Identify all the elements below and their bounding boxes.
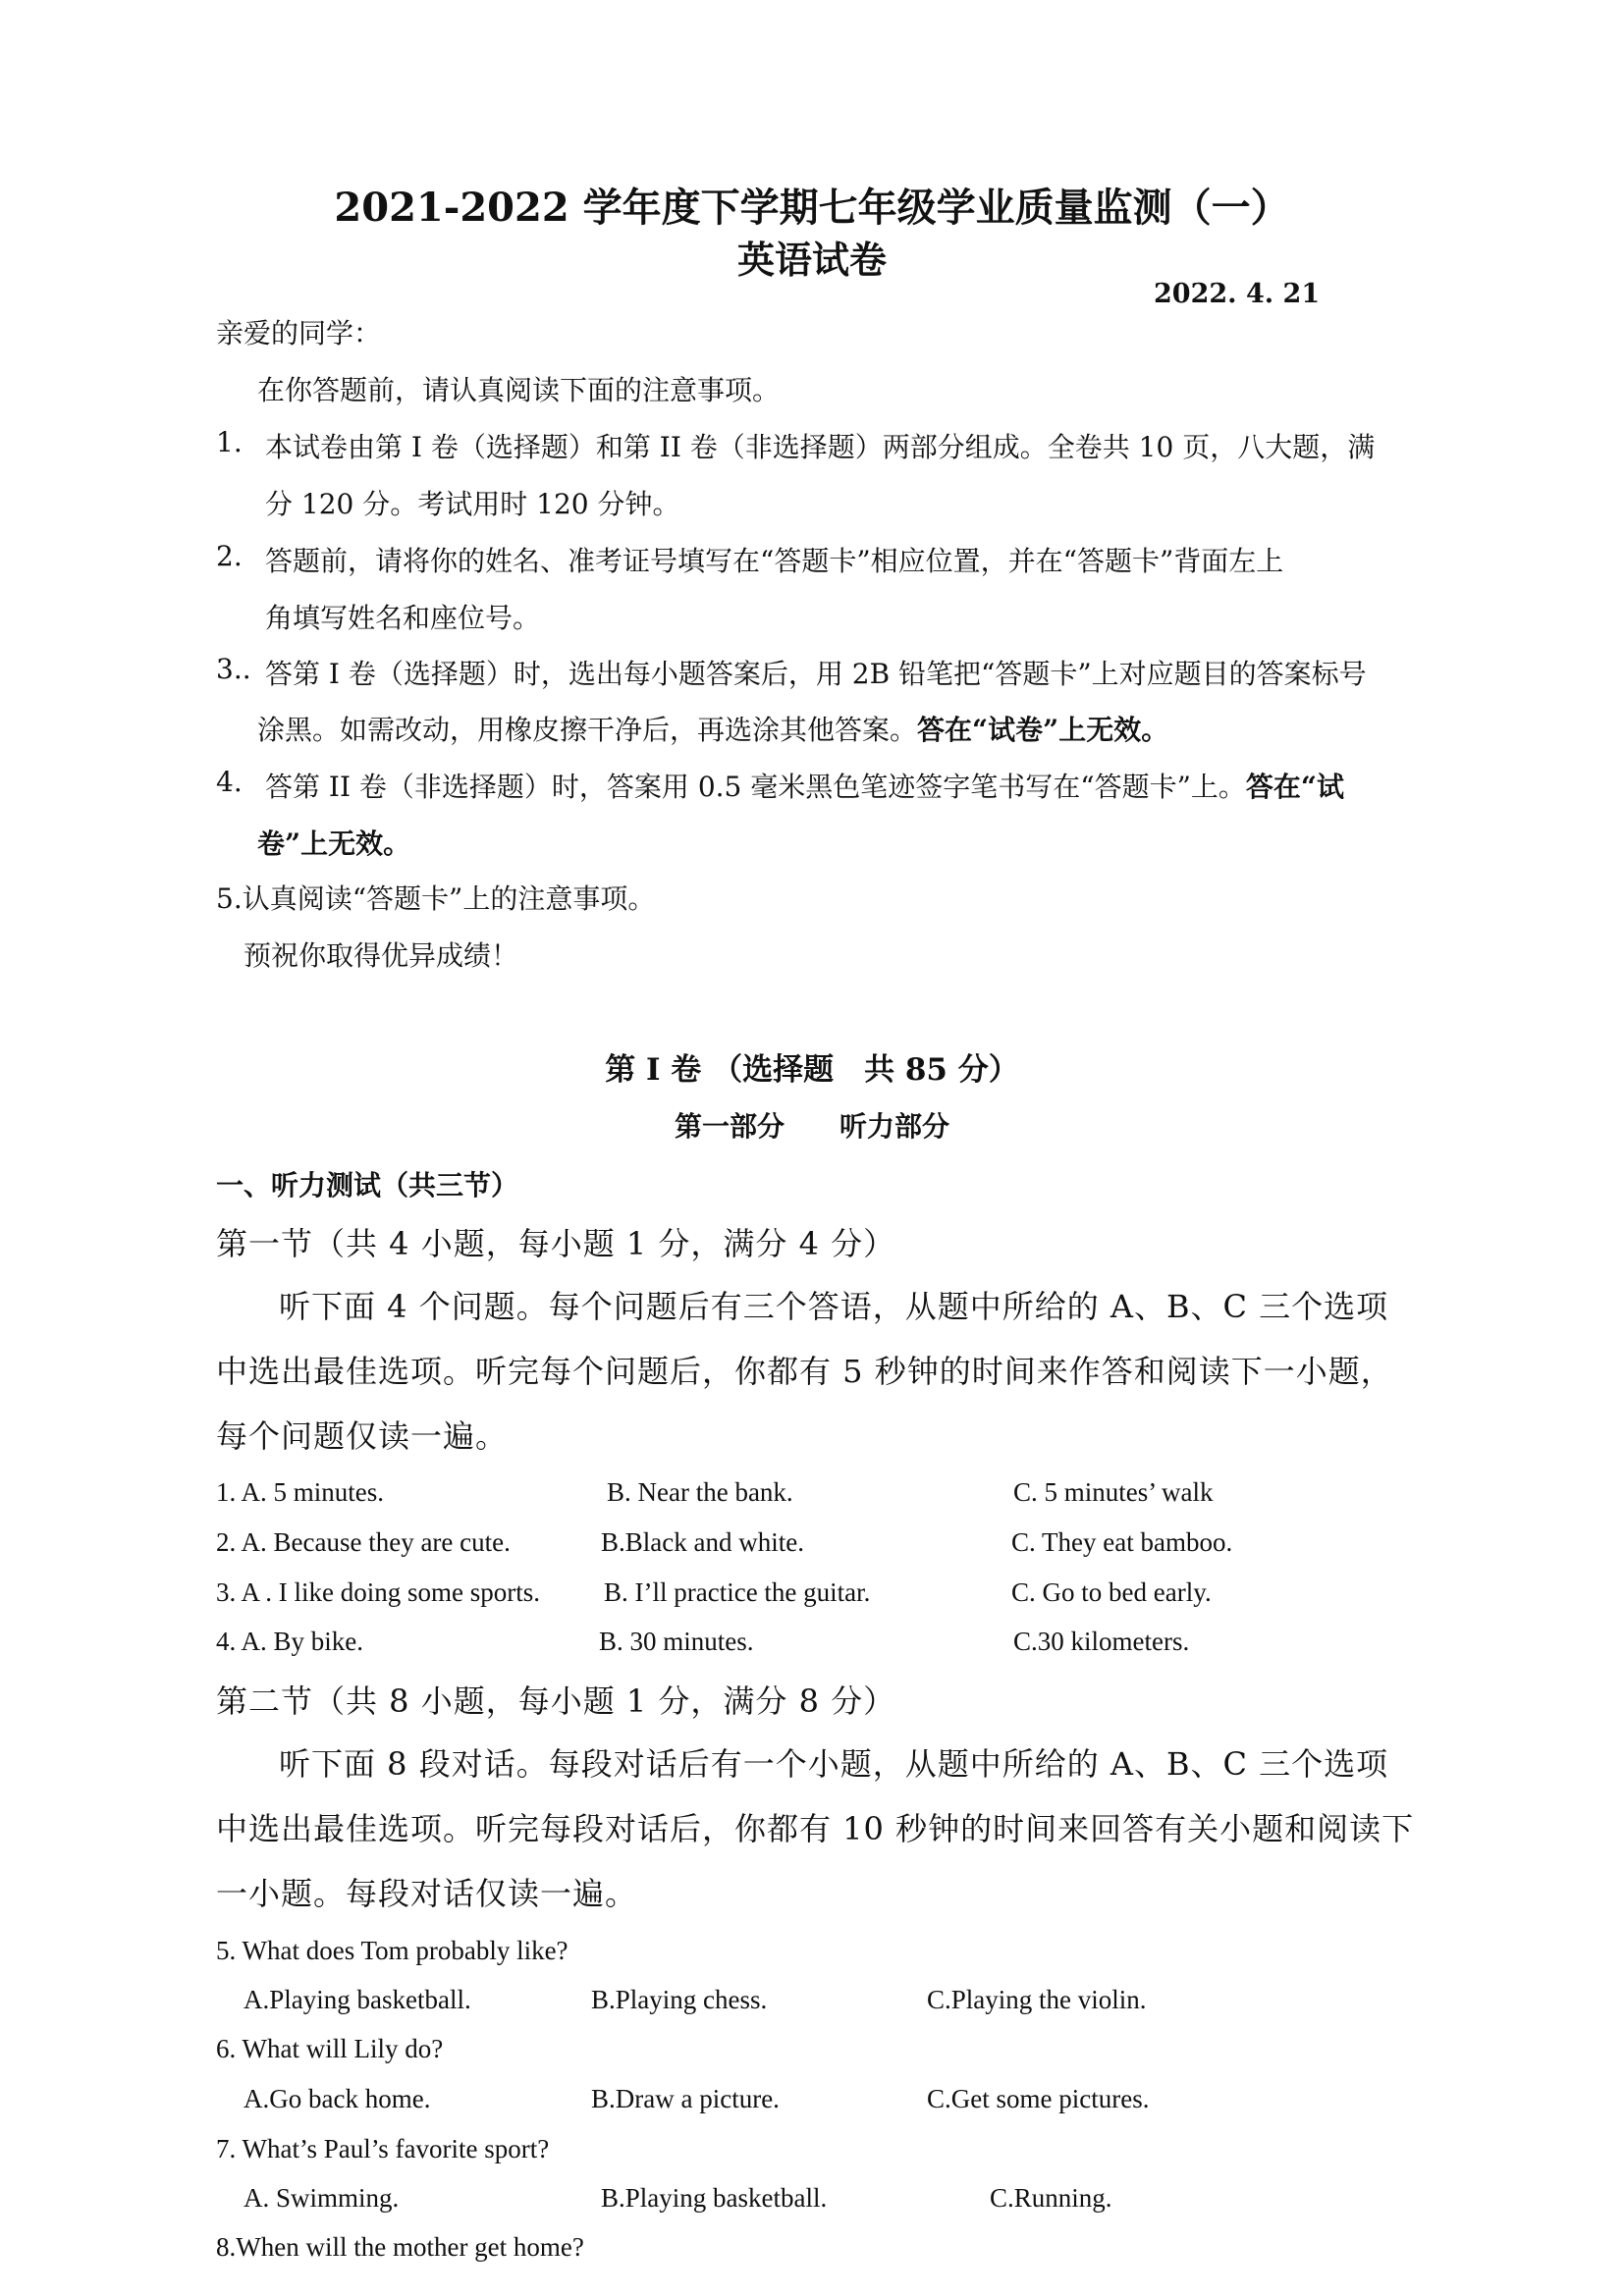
question-4-option-a: 4. A. By bike. <box>216 1627 364 1656</box>
question-2-option-c: C. They eat bamboo. <box>1011 1527 1233 1557</box>
question-4-option-b: B. 30 minutes. <box>599 1627 754 1656</box>
note-4-line-1-text: 答第 II 卷（非选择题）时，答案用 0.5 毫米黑色笔迹签字笔书写在“答题卡”上。 <box>265 771 1246 803</box>
intro-lead: 在你答题前，请认真阅读下面的注意事项。 <box>257 374 781 406</box>
question-7-stem: 7. What’s Paul’s favorite sport? <box>216 2134 550 2163</box>
part-title: 第一部分 听力部分 <box>674 1110 949 1143</box>
subsection-2-title: 第二节（共 8 小题，每小题 1 分，满分 8 分） <box>216 1682 896 1720</box>
question-2-option-b: B.Black and white. <box>601 1527 804 1557</box>
exam-title: 2021-2022 学年度下学期七年级学业质量监测（一） <box>334 185 1290 231</box>
question-7-option-a: A. Swimming. <box>244 2183 400 2213</box>
note-3-line-2 <box>257 709 1168 748</box>
note-4-warning-start: 答在“试 <box>1245 771 1344 803</box>
note-1-line-2: 分 120 分。考试用时 120 分钟。 <box>265 488 680 520</box>
subsection-1-title: 第一节（共 4 小题，每小题 1 分，满分 4 分） <box>216 1225 896 1262</box>
subsection-1-instruction-3: 每个问题仅读一遍。 <box>216 1417 509 1455</box>
note-3-line-1: 答第 I 卷（选择题）时，选出每小题答案后，用 2B 铅笔把“答题卡”上对应题目的答案标号 <box>265 658 1367 690</box>
note-3-number: 3.. <box>216 653 251 685</box>
question-6-stem: 6. What will Lily do? <box>216 2034 444 2063</box>
subsection-1-instruction-1: 听下面 4 个问题。每个问题后有三个答语，从题中所给的 A、B、C 三个选项 <box>279 1288 1389 1325</box>
question-1-option-c: C. 5 minutes’ walk <box>1013 1477 1214 1507</box>
question-6-option-b: B.Draw a picture. <box>591 2084 780 2113</box>
note-1-line-1: 本试卷由第 I 卷（选择题）和第 II 卷（非选择题）两部分组成。全卷共 10 页，八大题，满 <box>265 431 1376 463</box>
wish: 预祝你取得优异成绩！ <box>244 939 519 972</box>
exam-subtitle: 英语试卷 <box>736 238 887 282</box>
question-4-option-c: C.30 kilometers. <box>1013 1627 1190 1656</box>
note-4-number: 4. <box>216 766 243 798</box>
subsection-2-instruction-3: 一小题。每段对话仅读一遍。 <box>216 1875 638 1912</box>
subsection-2-instruction-1: 听下面 8 段对话。每段对话后有一个小题，从题中所给的 A、B、C 三个选项 <box>279 1745 1389 1783</box>
question-6-option-a: A.Go back home. <box>244 2084 431 2113</box>
question-3-option-c: C. Go to bed early. <box>1011 1577 1212 1607</box>
question-5-stem: 5. What does Tom probably like? <box>216 1936 568 1965</box>
note-2-line-1: 答题前，请将你的姓名、准考证号填写在“答题卡”相应位置，并在“答题卡”背面左上 <box>265 545 1284 577</box>
note-3-line-2-text: 涂黑。如需改动，用橡皮擦干净后，再选涂其他答案。 <box>257 714 918 746</box>
subsection-1-instruction-2: 中选出最佳选项。听完每个问题后，你都有 5 秒钟的时间来作答和阅读下一小题， <box>216 1353 1393 1390</box>
greeting: 亲爱的同学： <box>216 317 382 349</box>
question-1-option-a: 1. A. 5 minutes. <box>216 1477 385 1507</box>
question-8-stem: 8.When will the mother get home? <box>216 2232 584 2262</box>
question-7-option-c: C.Running. <box>990 2183 1112 2213</box>
note-3-warning: 答在“试卷”上无效。 <box>917 714 1169 746</box>
subsection-2-instruction-2: 中选出最佳选项。听完每段对话后，你都有 10 秒钟的时间来回答有关小题和阅读下 <box>216 1810 1415 1847</box>
question-6-option-c: C.Get some pictures. <box>927 2084 1150 2113</box>
note-1-number: 1. <box>216 426 243 458</box>
question-5-option-c: C.Playing the violin. <box>927 1985 1147 2014</box>
note-4-line-1 <box>265 766 1344 805</box>
exam-date: 2022. 4. 21 <box>1154 279 1321 309</box>
question-1-option-b: B. Near the bank. <box>607 1477 793 1507</box>
question-7-option-b: B.Playing basketball. <box>601 2183 828 2213</box>
question-3-option-b: B. I’ll practice the guitar. <box>604 1577 871 1607</box>
note-2-number: 2. <box>216 540 243 572</box>
volume-title: 第 I 卷 （选择题 共 85 分） <box>605 1052 1019 1088</box>
question-5-option-b: B.Playing chess. <box>591 1985 768 2014</box>
section-heading: 一、听力测试（共三节） <box>216 1169 519 1201</box>
question-5-option-a: A.Playing basketball. <box>244 1985 471 2014</box>
note-2-line-2: 角填写姓名和座位号。 <box>265 602 541 634</box>
question-3-option-a: 3. A . I like doing some sports. <box>216 1577 540 1607</box>
note-5: 5.认真阅读“答题卡”上的注意事项。 <box>216 882 656 915</box>
question-2-option-a: 2. A. Because they are cute. <box>216 1527 511 1557</box>
note-4-warning-end: 卷”上无效。 <box>257 828 411 860</box>
